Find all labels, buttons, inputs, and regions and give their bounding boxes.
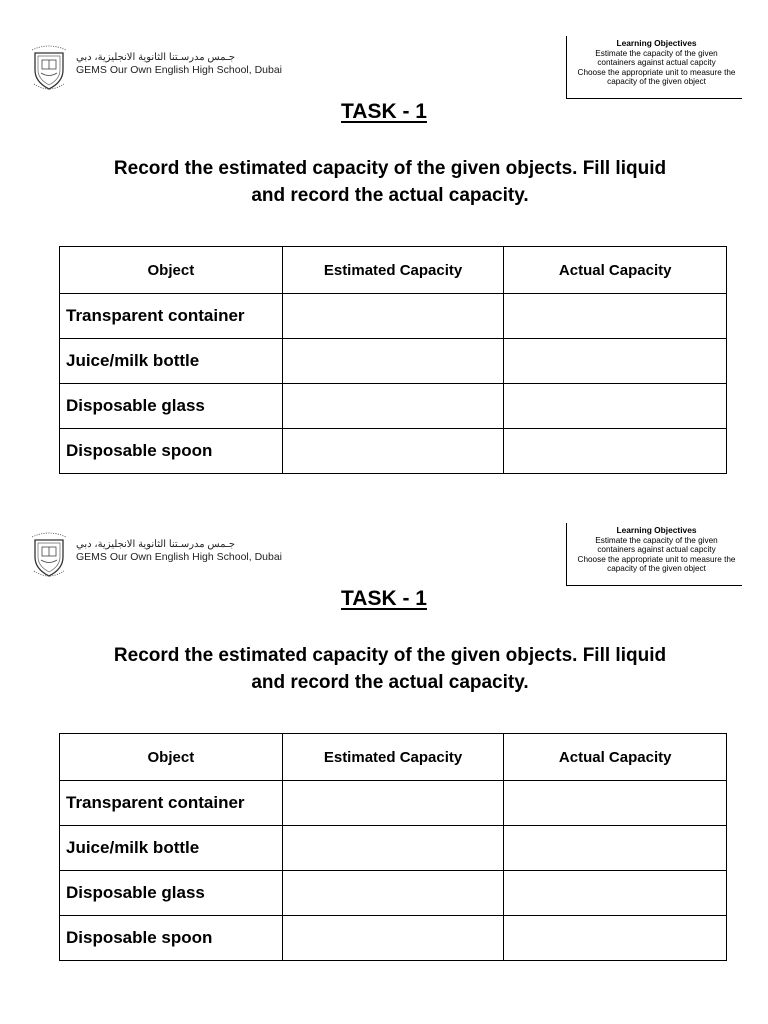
school-name-english: GEMS Our Own English High School, Dubai xyxy=(76,64,283,76)
learning-objectives-title: Learning Objectives xyxy=(616,38,697,48)
table-row xyxy=(60,871,727,916)
task-title-text: TASK - 1 xyxy=(341,100,427,123)
table-row xyxy=(60,384,727,429)
instructions-line: and record the actual capacity. xyxy=(251,185,529,206)
estimated-capacity-cell[interactable] xyxy=(282,294,504,339)
actual-capacity-cell[interactable] xyxy=(504,429,727,474)
learning-objective-line: containers against actual capcity xyxy=(597,58,716,68)
column-header-actual: Actual Capacity xyxy=(504,247,727,294)
worksheet-copy-1 xyxy=(0,0,768,490)
table-header-row xyxy=(60,247,727,294)
estimated-capacity-cell[interactable] xyxy=(282,429,504,474)
school-name xyxy=(76,51,282,77)
school-name-arabic: جـمس مدرسـتنا الثانوية الانجليزية، دبي xyxy=(76,52,236,63)
learning-objective-line: Estimate the capacity of the given xyxy=(595,535,718,545)
task-title xyxy=(0,587,768,611)
table-row xyxy=(60,781,727,826)
table-row xyxy=(60,826,727,871)
table-row xyxy=(60,339,727,384)
object-cell: Disposable glass xyxy=(60,384,283,429)
object-cell: Transparent container xyxy=(60,294,283,339)
actual-capacity-cell[interactable] xyxy=(504,781,727,826)
table-row xyxy=(60,916,727,961)
object-cell: Juice/milk bottle xyxy=(60,339,283,384)
table-row xyxy=(60,429,727,474)
estimated-capacity-cell[interactable] xyxy=(282,826,504,871)
capacity-table xyxy=(59,733,727,961)
school-name-arabic: جـمس مدرسـتنا الثانوية الانجليزية، دبي xyxy=(76,539,236,550)
instructions-line: Record the estimated capacity of the given objects. Fill liquid xyxy=(113,645,667,666)
learning-objective-line: capacity of the given object xyxy=(607,564,706,574)
object-cell: Juice/milk bottle xyxy=(60,826,283,871)
worksheet-copy-2 xyxy=(0,487,768,977)
learning-objective-line: Choose the appropriate unit to measure the xyxy=(577,554,736,564)
object-cell: Disposable glass xyxy=(60,871,283,916)
school-crest-icon xyxy=(26,527,72,581)
learning-objective-line: Choose the appropriate unit to measure the xyxy=(577,67,736,77)
estimated-capacity-cell[interactable] xyxy=(282,781,504,826)
column-header-object: Object xyxy=(60,734,283,781)
learning-objective-line: containers against actual capcity xyxy=(597,545,716,555)
school-header xyxy=(26,40,282,94)
school-crest-icon xyxy=(26,40,72,94)
school-name xyxy=(76,538,282,564)
actual-capacity-cell[interactable] xyxy=(504,871,727,916)
instructions-line: and record the actual capacity. xyxy=(251,672,529,693)
estimated-capacity-cell[interactable] xyxy=(282,916,504,961)
learning-objectives-box xyxy=(566,523,742,586)
actual-capacity-cell[interactable] xyxy=(504,826,727,871)
capacity-table xyxy=(59,246,727,474)
object-cell: Disposable spoon xyxy=(60,429,283,474)
actual-capacity-cell[interactable] xyxy=(504,339,727,384)
instructions-line: Record the estimated capacity of the given objects. Fill liquid xyxy=(113,158,667,179)
school-header xyxy=(26,527,282,581)
task-title xyxy=(0,100,768,124)
task-instructions xyxy=(70,155,710,209)
actual-capacity-cell[interactable] xyxy=(504,384,727,429)
learning-objectives-box xyxy=(566,36,742,99)
column-header-estimated: Estimated Capacity xyxy=(282,247,504,294)
estimated-capacity-cell[interactable] xyxy=(282,339,504,384)
actual-capacity-cell[interactable] xyxy=(504,294,727,339)
actual-capacity-cell[interactable] xyxy=(504,916,727,961)
column-header-object: Object xyxy=(60,247,283,294)
estimated-capacity-cell[interactable] xyxy=(282,871,504,916)
learning-objective-line: capacity of the given object xyxy=(607,77,706,87)
column-header-estimated: Estimated Capacity xyxy=(282,734,504,781)
object-cell: Transparent container xyxy=(60,781,283,826)
estimated-capacity-cell[interactable] xyxy=(282,384,504,429)
table-row xyxy=(60,294,727,339)
learning-objective-line: Estimate the capacity of the given xyxy=(595,48,718,58)
learning-objectives-title: Learning Objectives xyxy=(616,525,697,535)
object-cell: Disposable spoon xyxy=(60,916,283,961)
school-name-english: GEMS Our Own English High School, Dubai xyxy=(76,551,283,563)
table-header-row xyxy=(60,734,727,781)
column-header-actual: Actual Capacity xyxy=(504,734,727,781)
task-title-text: TASK - 1 xyxy=(341,587,427,610)
task-instructions xyxy=(70,642,710,696)
